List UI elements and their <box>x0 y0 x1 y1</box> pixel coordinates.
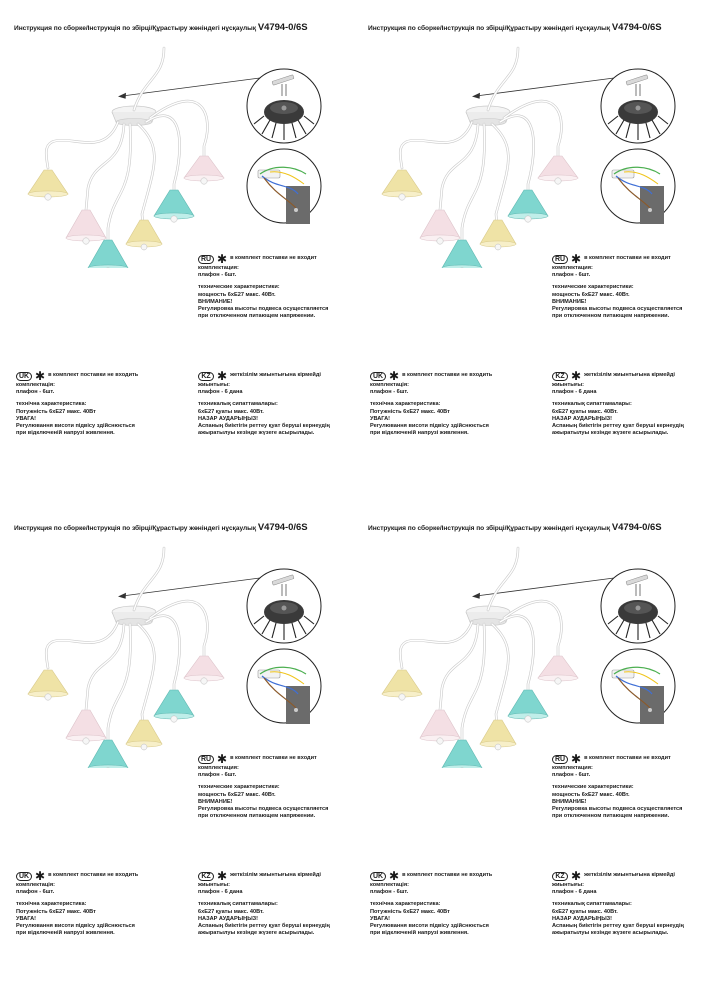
shade-yellow-left <box>28 170 68 200</box>
specs-label: технические характеристики: <box>198 284 280 291</box>
shade-pink-center <box>420 710 460 744</box>
not-included-note: в комплект поставки не входит <box>584 755 671 762</box>
warning-line-1: Регулювання висоти підвісу здійснюється <box>370 423 489 430</box>
not-included-note: в комплект поставки не входит <box>230 255 317 262</box>
warning-line-2: ажыратылуы кезінде жүзеге асырылады. <box>198 930 315 937</box>
package-label: комплектація: <box>370 882 409 888</box>
specs-value: Потужність 6xE27 макс. 40Вт <box>16 908 96 915</box>
language-badge-kz: KZ <box>198 872 214 881</box>
wiring-detail-circle <box>601 649 675 724</box>
warning-line-2: ажыратылуы кезінде жүзеге асырылады. <box>552 930 669 937</box>
package-value: плафон - 6шт. <box>370 889 409 896</box>
warning-line-1: Регулювання висоти підвісу здійснюється <box>370 923 489 930</box>
shade-pink-right <box>184 656 224 684</box>
not-included-note: в комплект поставки не входить <box>402 372 493 379</box>
warning-label: ВНИМАНИЕ! <box>198 298 233 305</box>
warning-line-1: Аспаның биіктігін реттеу қуат берушi кернеудің <box>552 423 684 430</box>
warning-line-2: при відключеній напрузі живлення. <box>16 430 115 437</box>
package-label: жиынтығы: <box>552 882 585 888</box>
shade-mint-bottom <box>88 240 128 268</box>
specs-label: технические характеристики: <box>552 784 634 791</box>
shade-mint-right <box>508 690 548 722</box>
asterisk-star-icon: ✱ <box>35 369 46 383</box>
shade-yellow-left <box>382 170 422 200</box>
shade-pink-center <box>66 710 106 744</box>
package-label: жиынтығы: <box>198 382 231 388</box>
not-included-note: в комплект поставки не входить <box>402 872 493 879</box>
specs-value: Потужність 6xE27 макс. 40Вт <box>370 908 450 915</box>
pendant-cables <box>46 548 207 756</box>
specs-label: технічна характеристика: <box>16 901 87 908</box>
ru-block <box>552 753 682 820</box>
model-code: V4794-0/6S <box>611 522 662 533</box>
specs-value: 6xE27 қуаты макс. 40Вт. <box>198 908 264 915</box>
asterisk-star-icon: ✱ <box>217 869 228 883</box>
shade-mint-bottom <box>442 240 482 268</box>
language-badge-ru: RU <box>552 755 568 764</box>
specs-value: мощность 6xE27 макс. 40Вт. <box>552 291 630 298</box>
warning-line-1: Регулировка высоты подвеса осуществляется <box>552 306 683 313</box>
not-included-note: в комплект поставки не входить <box>48 372 139 379</box>
package-label: комплектація: <box>16 382 55 388</box>
warning-label: ВНИМАНИЕ! <box>198 798 233 805</box>
not-included-note: в комплект поставки не входит <box>584 255 671 262</box>
not-included-note: жеткізілім жиынтығына кірмейді <box>584 872 675 879</box>
pendant-cables <box>400 548 561 756</box>
title-text: Инструкция по сборке/Інструкція по збірці/Құрастыру жөніндегі нұсқаулық <box>14 25 257 32</box>
specs-label: технические характеристики: <box>198 784 280 791</box>
mounting-detail-circle <box>247 569 321 643</box>
asterisk-star-icon: ✱ <box>35 869 46 883</box>
ru-block <box>552 253 682 320</box>
asterisk-star-icon: ✱ <box>217 369 228 383</box>
not-included-note: жеткізілім жиынтығына кірмейді <box>584 372 675 379</box>
chandelier-illustration <box>14 38 354 268</box>
warning-label: УВАГА! <box>370 415 391 422</box>
shade-pink-center <box>420 210 460 244</box>
specs-value: мощность 6xE27 макс. 40Вт. <box>552 791 630 798</box>
instruction-panel-top-left <box>14 22 354 492</box>
package-label: комплектация: <box>198 265 239 271</box>
language-badge-uk: UK <box>16 872 32 881</box>
warning-line-2: при отключенном питающем напряжении. <box>552 313 670 320</box>
shade-mint-bottom <box>88 740 128 768</box>
warning-line-2: при відключеній напрузі живлення. <box>370 930 469 937</box>
package-label: комплектація: <box>16 882 55 888</box>
package-value: плафон - 6 дана <box>198 389 243 396</box>
warning-label: ВНИМАНИЕ! <box>552 798 587 805</box>
chandelier-illustration <box>14 538 354 768</box>
specs-value: 6xE27 қуаты макс. 40Вт. <box>198 408 264 415</box>
kz-block <box>198 370 330 437</box>
mounting-detail-circle <box>601 569 675 643</box>
not-included-note: жеткізілім жиынтығына кірмейді <box>230 372 321 379</box>
package-label: жиынтығы: <box>198 882 231 888</box>
chandelier-illustration <box>368 38 707 268</box>
shade-yellow-left <box>382 670 422 700</box>
shade-yellow-right <box>480 720 516 750</box>
language-badge-uk: UK <box>370 372 386 381</box>
specs-value: мощность 6xE27 макс. 40Вт. <box>198 791 276 798</box>
instruction-panel-bottom-right <box>368 522 707 992</box>
specs-label: техникалық сипаттамалары: <box>552 401 632 408</box>
specs-value: Потужність 6xE27 макс. 40Вт <box>370 408 450 415</box>
asterisk-star-icon: ✱ <box>217 252 228 266</box>
warning-line-1: Регулировка высоты подвеса осуществляется <box>198 306 329 313</box>
uk-block <box>16 370 138 437</box>
shade-pink-right <box>538 156 578 184</box>
package-label: комплектация: <box>552 265 593 271</box>
instruction-title <box>368 22 707 33</box>
instruction-panel-bottom-left <box>14 522 354 992</box>
package-value: плафон - 6шт. <box>16 889 55 896</box>
warning-label: НАЗАР АУДАРЫҢЫЗ! <box>198 915 259 922</box>
specs-value: Потужність 6xE27 макс. 40Вт <box>16 408 96 415</box>
language-badge-uk: UK <box>16 372 32 381</box>
warning-line-1: Регулировка высоты подвеса осуществляется <box>198 806 329 813</box>
warning-line-2: при відключеній напрузі живлення. <box>16 930 115 937</box>
warning-line-1: Аспаның биіктігін реттеу қуат берушi кернеудің <box>198 423 330 430</box>
specs-label: техникалық сипаттамалары: <box>552 901 632 908</box>
warning-label: УВАГА! <box>16 915 37 922</box>
wiring-detail-circle <box>601 149 675 224</box>
language-badge-kz: KZ <box>552 872 568 881</box>
pendant-cables <box>400 48 561 256</box>
language-badge-ru: RU <box>198 755 214 764</box>
warning-label: НАЗАР АУДАРЫҢЫЗ! <box>198 415 259 422</box>
model-code: V4794-0/6S <box>611 22 662 33</box>
language-badge-ru: RU <box>552 255 568 264</box>
model-code: V4794-0/6S <box>257 522 308 533</box>
package-value: плафон - 6шт. <box>552 272 591 279</box>
asterisk-star-icon: ✱ <box>389 369 400 383</box>
warning-line-1: Регулювання висоти підвісу здійснюється <box>16 423 135 430</box>
specs-label: технічна характеристика: <box>370 401 441 408</box>
title-text: Инструкция по сборке/Інструкція по збірці/Құрастыру жөніндегі нұсқаулық <box>14 525 257 532</box>
shade-pink-right <box>184 156 224 184</box>
shade-mint-right <box>154 190 194 222</box>
shade-pink-center <box>66 210 106 244</box>
warning-line-2: при отключенном питающем напряжении. <box>552 813 670 820</box>
kz-block <box>198 870 330 937</box>
warning-line-1: Регулировка высоты подвеса осуществляется <box>552 806 683 813</box>
wiring-detail-circle <box>247 649 321 724</box>
warning-label: УВАГА! <box>16 415 37 422</box>
package-label: комплектация: <box>198 765 239 771</box>
package-value: плафон - 6шт. <box>552 772 591 779</box>
shade-mint-bottom <box>442 740 482 768</box>
shade-yellow-right <box>126 720 162 750</box>
language-badge-uk: UK <box>370 872 386 881</box>
specs-label: технічна характеристика: <box>16 401 87 408</box>
kz-block <box>552 870 684 937</box>
warning-line-2: при відключеній напрузі живлення. <box>370 430 469 437</box>
asterisk-star-icon: ✱ <box>571 752 582 766</box>
ru-block <box>198 753 328 820</box>
shade-mint-right <box>508 190 548 222</box>
warning-label: ВНИМАНИЕ! <box>552 298 587 305</box>
pendant-cables <box>46 48 207 256</box>
uk-block <box>370 870 492 937</box>
specs-value: 6xE27 қуаты макс. 40Вт. <box>552 908 618 915</box>
shade-yellow-right <box>480 220 516 250</box>
instruction-title <box>14 22 354 33</box>
asterisk-star-icon: ✱ <box>571 369 582 383</box>
uk-block <box>16 870 138 937</box>
specs-value: 6xE27 қуаты макс. 40Вт. <box>552 408 618 415</box>
title-text: Инструкция по сборке/Інструкція по збірці/Құрастыру жөніндегі нұсқаулық <box>368 25 611 32</box>
asterisk-star-icon: ✱ <box>571 252 582 266</box>
shade-mint-right <box>154 690 194 722</box>
instruction-title <box>14 522 354 533</box>
specs-label: техникалық сипаттамалары: <box>198 901 278 908</box>
warning-line-1: Аспаның биіктігін реттеу қуат берушi кернеудің <box>198 923 330 930</box>
uk-block <box>370 370 492 437</box>
mounting-detail-circle <box>247 69 321 143</box>
not-included-note: в комплект поставки не входит <box>230 755 317 762</box>
language-badge-kz: KZ <box>198 372 214 381</box>
specs-label: технічна характеристика: <box>370 901 441 908</box>
instruction-panel-top-right <box>368 22 707 492</box>
warning-line-2: ажыратылуы кезінде жүзеге асырылады. <box>552 430 669 437</box>
package-label: комплектация: <box>552 765 593 771</box>
package-value: плафон - 6шт. <box>198 772 237 779</box>
language-badge-kz: KZ <box>552 372 568 381</box>
not-included-note: жеткізілім жиынтығына кірмейді <box>230 872 321 879</box>
warning-line-2: ажыратылуы кезінде жүзеге асырылады. <box>198 430 315 437</box>
warning-label: УВАГА! <box>370 915 391 922</box>
language-badge-ru: RU <box>198 255 214 264</box>
title-text: Инструкция по сборке/Інструкція по збірці/Құрастыру жөніндегі нұсқаулық <box>368 525 611 532</box>
specs-label: техникалық сипаттамалары: <box>198 401 278 408</box>
package-value: плафон - 6 дана <box>552 889 597 896</box>
warning-label: НАЗАР АУДАРЫҢЫЗ! <box>552 415 613 422</box>
package-value: плафон - 6 дана <box>552 389 597 396</box>
shade-yellow-left <box>28 670 68 700</box>
asterisk-star-icon: ✱ <box>217 752 228 766</box>
mounting-detail-circle <box>601 69 675 143</box>
package-value: плафон - 6шт. <box>16 389 55 396</box>
warning-line-1: Регулювання висоти підвісу здійснюється <box>16 923 135 930</box>
kz-block <box>552 370 684 437</box>
package-value: плафон - 6 дана <box>198 889 243 896</box>
asterisk-star-icon: ✱ <box>389 869 400 883</box>
wiring-detail-circle <box>247 149 321 224</box>
instruction-title <box>368 522 707 533</box>
ru-block <box>198 253 328 320</box>
package-value: плафон - 6шт. <box>370 389 409 396</box>
warning-line-2: при отключенном питающем напряжении. <box>198 813 316 820</box>
specs-label: технические характеристики: <box>552 284 634 291</box>
chandelier-illustration <box>368 538 707 768</box>
warning-label: НАЗАР АУДАРЫҢЫЗ! <box>552 915 613 922</box>
package-value: плафон - 6шт. <box>198 272 237 279</box>
not-included-note: в комплект поставки не входить <box>48 872 139 879</box>
model-code: V4794-0/6S <box>257 22 308 33</box>
package-label: жиынтығы: <box>552 382 585 388</box>
package-label: комплектація: <box>370 382 409 388</box>
warning-line-2: при отключенном питающем напряжении. <box>198 313 316 320</box>
shade-pink-right <box>538 656 578 684</box>
shade-yellow-right <box>126 220 162 250</box>
specs-value: мощность 6xE27 макс. 40Вт. <box>198 291 276 298</box>
asterisk-star-icon: ✱ <box>571 869 582 883</box>
warning-line-1: Аспаның биіктігін реттеу қуат берушi кернеудің <box>552 923 684 930</box>
